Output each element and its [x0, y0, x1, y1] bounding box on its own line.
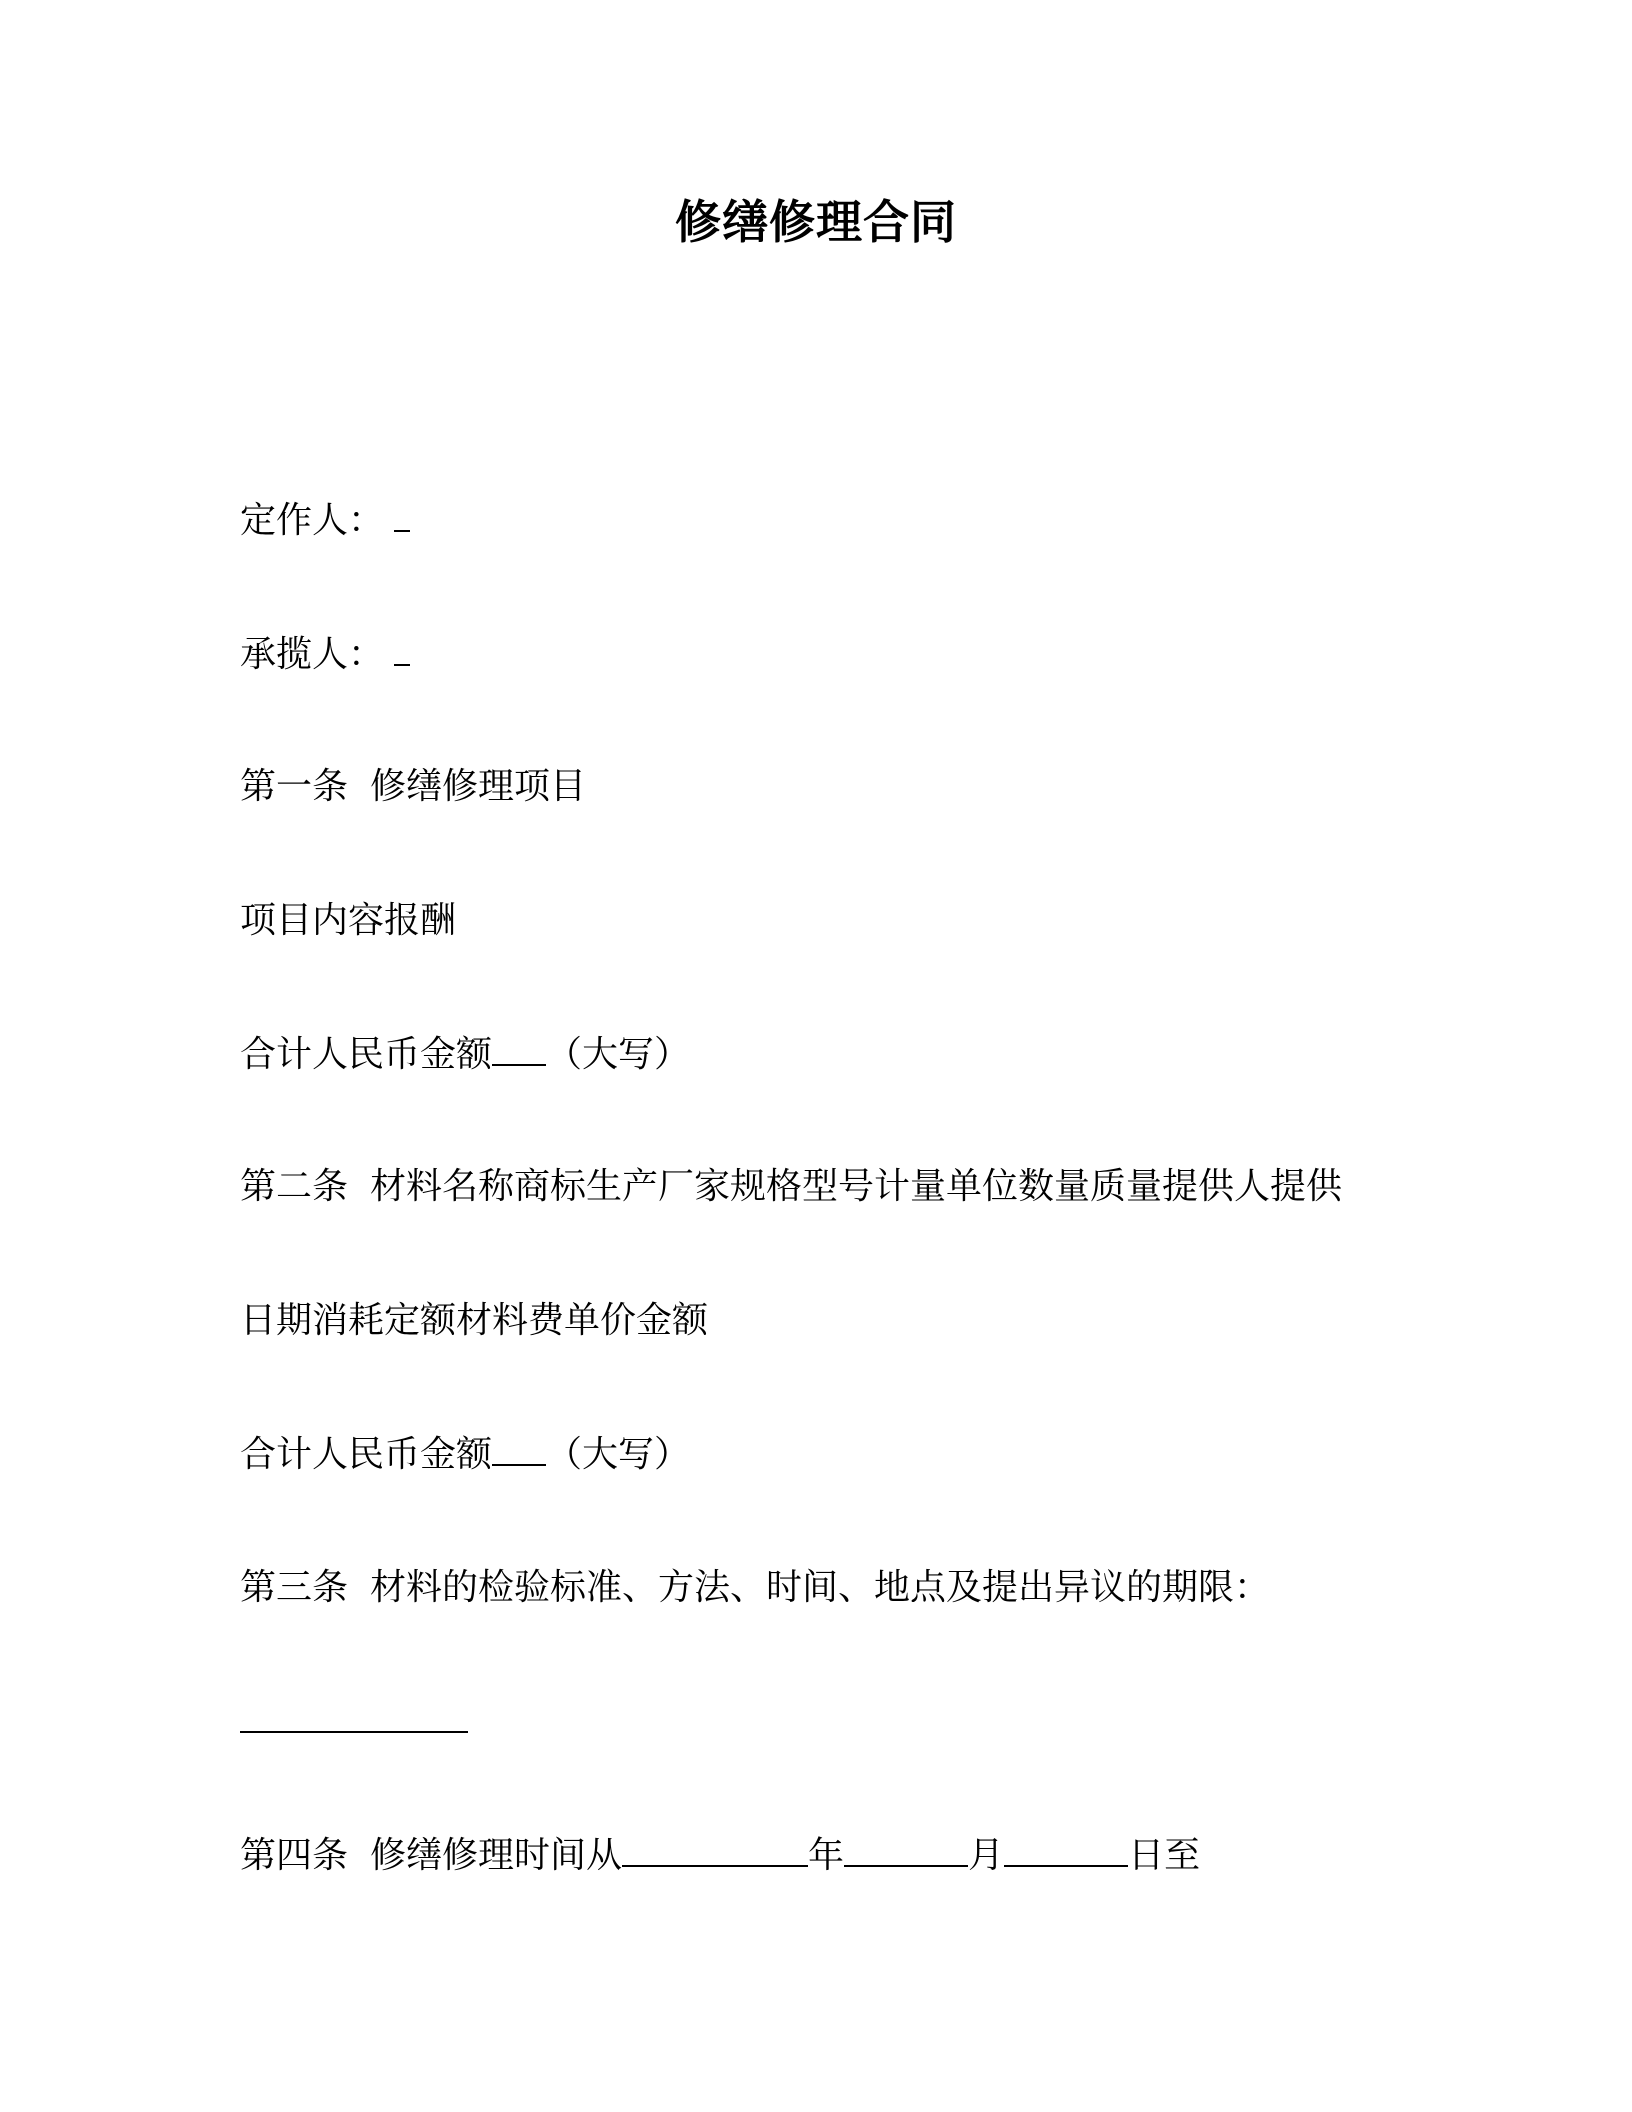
article-2-number: 第二条	[240, 1166, 349, 1207]
article-1-title: 修缮修理项目	[370, 766, 587, 807]
article-4-heading	[240, 1831, 1200, 1880]
article-2-heading	[240, 1163, 1342, 1211]
article-3-heading	[240, 1564, 1270, 1612]
total-1-prefix: 合计人民币金额	[240, 1034, 493, 1075]
document-title: 修缮修理合同	[675, 195, 957, 249]
total-2-line	[240, 1430, 690, 1479]
article-4-number: 第四条	[240, 1835, 349, 1876]
client-blank	[394, 496, 410, 532]
article-3-blank-line	[240, 1697, 468, 1746]
contractor-line	[240, 630, 410, 679]
article-3-number: 第三条	[240, 1567, 349, 1608]
total-2-suffix: （大写）	[546, 1434, 691, 1475]
month-blank	[844, 1831, 968, 1867]
total-1-line	[240, 1030, 690, 1079]
project-header-line: 项目内容报酬	[240, 900, 457, 941]
contractor-label: 承揽人：	[240, 634, 385, 675]
article-1-number: 第一条	[240, 766, 349, 807]
total-1-blank	[492, 1030, 546, 1066]
day-to-label: 日至	[1128, 1835, 1201, 1876]
article-4-prefix: 修缮修理时间从	[370, 1835, 623, 1876]
month-label: 月	[968, 1835, 1005, 1876]
client-label: 定作人：	[240, 500, 385, 541]
year-blank	[622, 1831, 808, 1867]
article-2-text: 材料名称商标生产厂家规格型号计量单位数量质量提供人提供	[370, 1166, 1343, 1207]
article-2-continuation: 日期消耗定额材料费单价金额	[240, 1300, 709, 1341]
contractor-blank	[394, 630, 410, 666]
client-line	[240, 496, 410, 545]
article-3-text: 材料的检验标准、方法、时间、地点及提出异议的期限：	[370, 1567, 1271, 1608]
total-2-prefix: 合计人民币金额	[240, 1434, 493, 1475]
total-2-blank	[492, 1430, 546, 1466]
article-1-heading	[240, 763, 586, 811]
article-3-blank	[240, 1697, 468, 1733]
day-blank	[1004, 1831, 1128, 1867]
year-label: 年	[808, 1835, 845, 1876]
total-1-suffix: （大写）	[546, 1034, 691, 1075]
